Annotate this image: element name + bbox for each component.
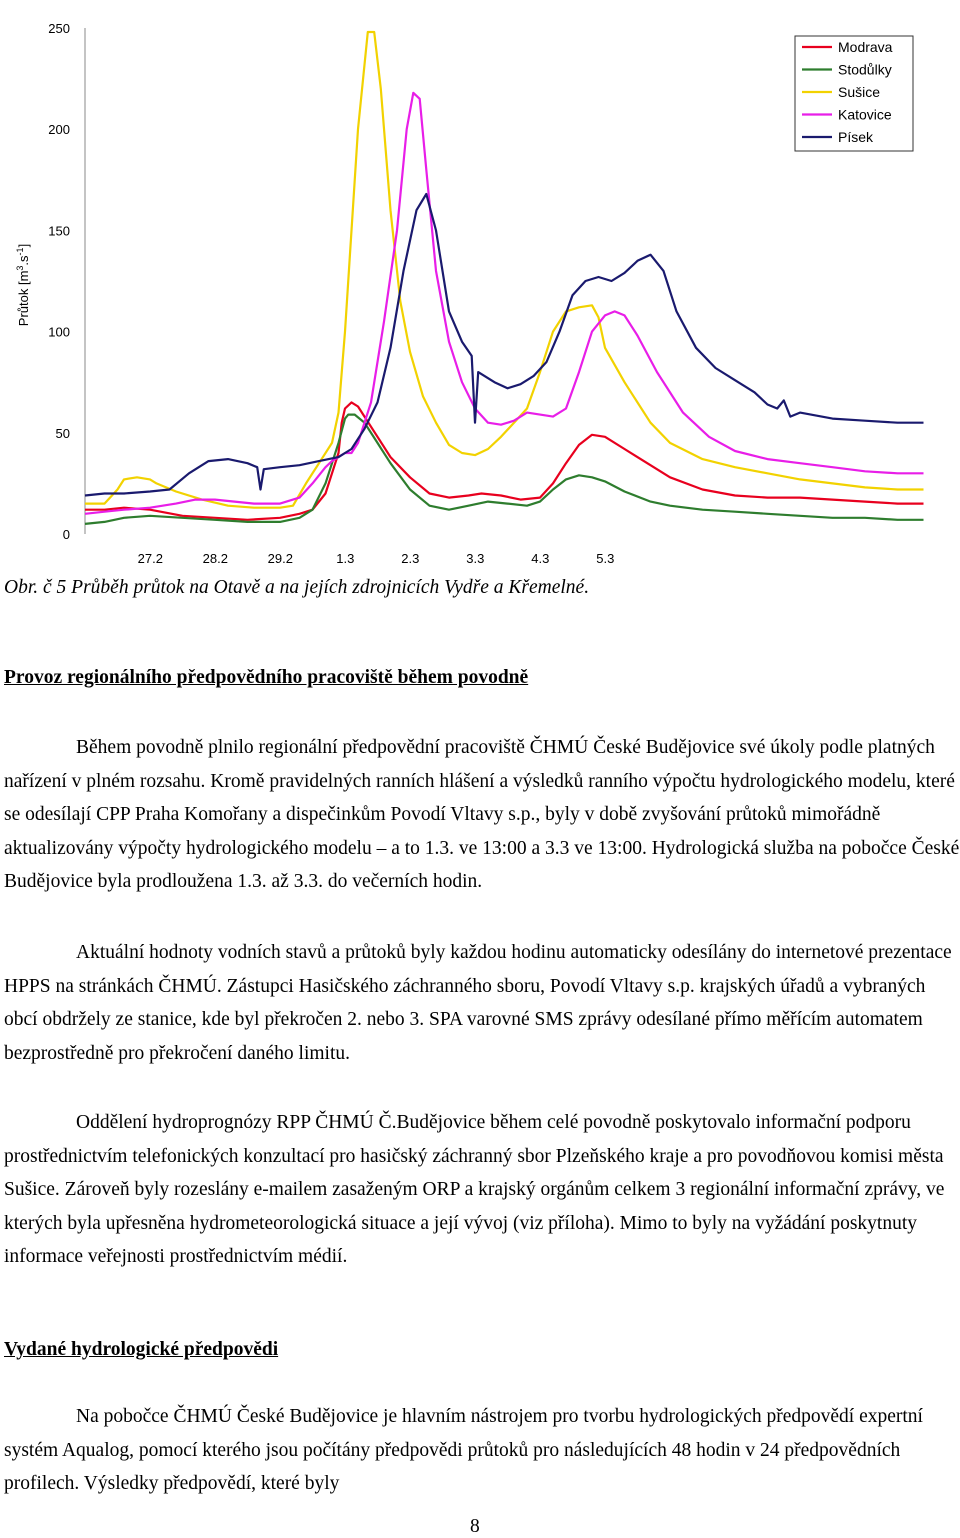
legend-label: Modrava [838, 39, 893, 55]
y-tick-label: 200 [48, 122, 70, 138]
section-heading-regional-office: Provoz regionálního předpovědního pracoviště během povodně [4, 667, 529, 688]
legend [795, 36, 913, 151]
flow-chart [0, 0, 960, 578]
y-tick-label: 150 [48, 223, 70, 239]
y-axis-label: Průtok $[m^3.s^{-1}]$ [15, 243, 31, 327]
x-tick-label: 4.3 [531, 551, 550, 566]
legend-label: Sušice [838, 84, 881, 100]
y-tick-label: 250 [48, 21, 70, 36]
section-heading-forecasts: Vydané hydrologické předpovědi [4, 1339, 279, 1360]
x-tick-label: 5.3 [596, 551, 615, 566]
y-tick-label: 100 [48, 324, 70, 340]
figure-caption: Obr. č 5 Průběh průtok na Otavě a na jejích zdrojnicích Vydře a Křemelné. [4, 577, 590, 598]
page-number: 8 [470, 1516, 480, 1537]
legend-label: Katovice [838, 106, 892, 123]
paragraph-4: Na pobočce ČHMÚ České Budějovice je hlavním nástrojem pro tvorbu hydrologických předpovědí expertní systém Aqualog, pomocí kterého jsou počítány předpovědi průtoků pro následujících 48 hodin v 24 předpovědních profilech. Výsledky předpovědí, které byly [4, 1406, 923, 1495]
paragraph-2: Aktuální hodnoty vodních stavů a průtoků byly každou hodinu automaticky odesílány do internetové prezentace HPPS na stránkách ČHMÚ. Zástupci Hasičského záchranného sboru, Povodí Vltavy s.p. krajských úřadů a vybraných obcí obdržely ze stanice, kde byl překročen 2. nebo 3. SPA varovné SMS zprávy odesílané přímo měřícím automatem bezprostředně pro překročení daného limitu. [4, 942, 952, 1064]
y-tick-label: 0 [62, 527, 70, 542]
x-tick-label: 2.3 [401, 551, 420, 566]
paragraph-1: Během povodně plnilo regionální předpovědní pracoviště ČHMÚ České Budějovice své úkoly podle platných nařízení v plném rozsahu. Kromě pravidelných ranních hlášení a výsledků ranního výpočtu hydrologického modelu, které se odesílají CPP Praha Komořany a dispečinkům Povodí Vltavy s.p., byly v době zvyšování průtoků mimořádně aktualizovány výpočty hydrologického modelu – a to 1.3. ve 13:00 a 3.3 ve 13:00. Hydrologická služba na pobočce České Budějovice byla prodloužena 1.3. až 3.3. do večerních hodin. [4, 737, 960, 893]
x-tick-label: 27.2 [137, 551, 163, 566]
legend-label: Stodůlky [838, 61, 892, 78]
x-tick-label: 3.3 [466, 551, 485, 566]
legend-label: Písek [838, 129, 874, 145]
x-tick-label: 28.2 [202, 551, 228, 566]
x-tick-label: 1.3 [336, 551, 355, 566]
y-tick-label: 50 [55, 425, 70, 441]
x-tick-label: 29.2 [267, 551, 293, 566]
paragraph-3: Oddělení hydroprognózy RPP ČHMÚ Č.Budějovice během celé povodně poskytovalo informační podporu prostřednictvím telefonických konzultací pro hasičský záchranný sbor Plzeňského kraje a pro povodňovou komisi města Sušice. Zároveň byly rozeslány e-mailem zasaženým ORP a krajský orgánům celkem 3 regionální informační zprávy, ve kterých byla upřesněna hydrometeorologická situace a její vývoj (viz příloha). Mimo to byly na vyžádání poskytnuty informace veřejnosti prostřednictvím médií. [4, 1112, 945, 1268]
